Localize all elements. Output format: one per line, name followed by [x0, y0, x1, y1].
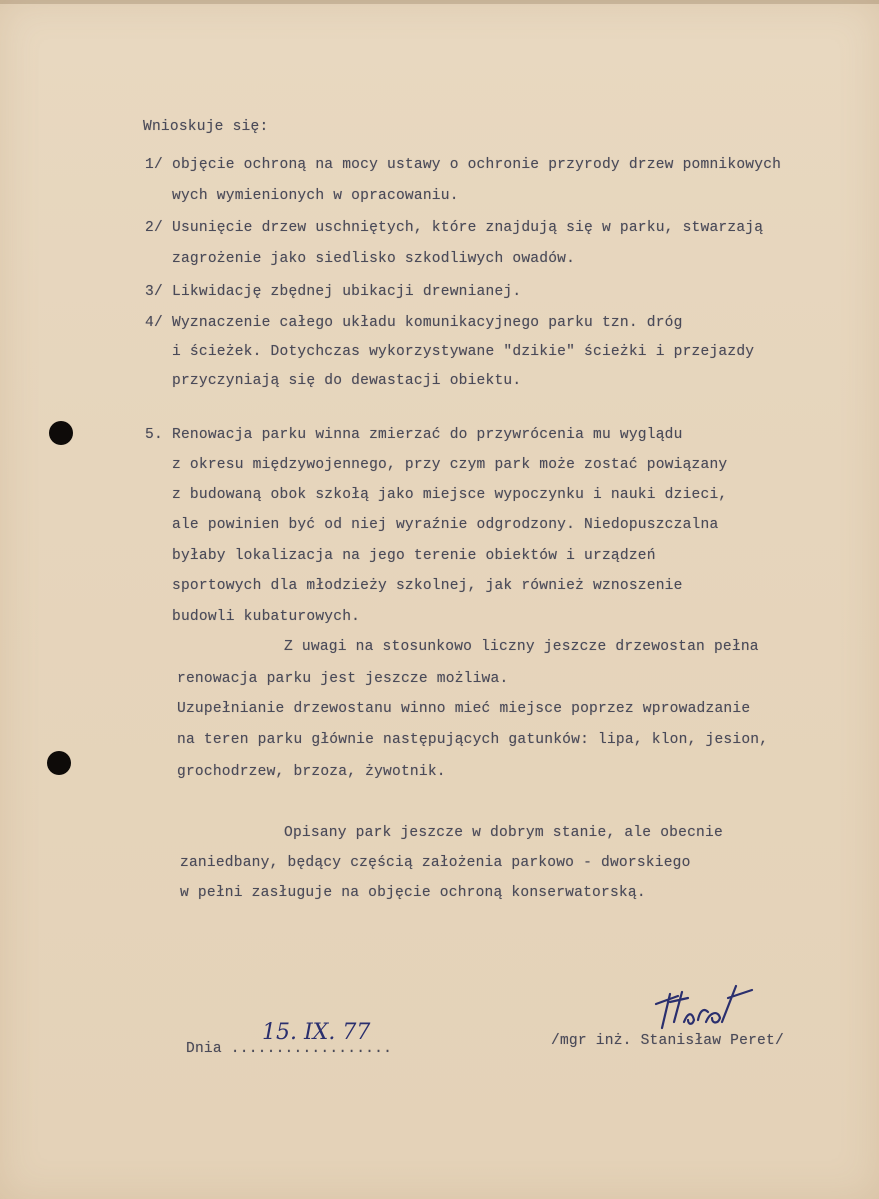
item-4-line-2: i ścieżek. Dotychczas wykorzystywane "dzikie" ścieżki i przejazdy: [172, 344, 755, 360]
paragraph-2-line-1: Opisany park jeszcze w dobrym stanie, ale obecnie: [284, 825, 723, 841]
paragraph-1-line-2: renowacja parku jest jeszcze możliwa.: [177, 671, 509, 687]
item-4-line-3: przyczyniają się do dewastacji obiektu.: [172, 373, 522, 389]
paragraph-1-line-3: Uzupełnianie drzewostanu winno mieć miejsce poprzez wprowadzanie: [177, 701, 751, 717]
heading: Wnioskuje się:: [143, 119, 269, 135]
paragraph-1-line-1: Z uwagi na stosunkowo liczny jeszcze drzewostan pełna: [284, 639, 759, 655]
item-2-number: 2/: [145, 220, 163, 236]
item-5-line-3: z budowaną obok szkołą jako miejsce wypoczynku i nauki dzieci,: [172, 487, 728, 503]
item-3-line-1: Likwidację zbędnej ubikacji drewnianej.: [172, 284, 522, 300]
item-5-line-4: ale powinien być od niej wyraźnie odgrodzony. Niedopuszczalna: [172, 517, 719, 533]
item-5-line-6: sportowych dla młodzieży szkolnej, jak również wznoszenie: [172, 578, 683, 594]
item-2-line-1: Usunięcie drzew uschniętych, które znajdują się w parku, stwarzają: [172, 220, 764, 236]
page-top-edge: [0, 0, 879, 4]
item-5-line-1: Renowacja parku winna zmierzać do przywrócenia mu wyglądu: [172, 427, 683, 443]
item-3-number: 3/: [145, 284, 163, 300]
item-4-number: 4/: [145, 315, 163, 331]
punch-hole-bottom: [47, 751, 71, 775]
item-4-line-1: Wyznaczenie całego układu komunikacyjnego parku tzn. dróg: [172, 315, 683, 331]
date-handwritten: 15. IX. 77: [262, 1020, 371, 1045]
date-label: Dnia ..................: [186, 1041, 393, 1057]
paragraph-1-line-4: na teren parku głównie następujących gatunków: lipa, klon, jesion,: [177, 732, 769, 748]
punch-hole-top: [49, 421, 73, 445]
item-5-line-2: z okresu międzywojennego, przy czym park może zostać powiązany: [172, 457, 728, 473]
item-5-line-7: budowli kubaturowych.: [172, 609, 361, 625]
item-5-line-5: byłaby lokalizacja na jego terenie obiektów i urządzeń: [172, 548, 656, 564]
item-1-line-1: objęcie ochroną na mocy ustawy o ochronie przyrody drzew pomnikowych: [172, 157, 782, 173]
item-1-line-2: wych wymienionych w opracowaniu.: [172, 188, 459, 204]
paragraph-2-line-3: w pełni zasługuje na objęcie ochroną konserwatorską.: [180, 885, 646, 901]
paragraph-1-line-5: grochodrzew, brzoza, żywotnik.: [177, 764, 446, 780]
signature-name: /mgr inż. Stanisław Peret/: [551, 1033, 784, 1049]
item-2-line-2: zagrożenie jako siedlisko szkodliwych owadów.: [172, 251, 576, 267]
item-5-number: 5.: [145, 427, 163, 443]
item-1-number: 1/: [145, 157, 163, 173]
paragraph-2-line-2: zaniedbany, będący częścią założenia parkowo - dworskiego: [180, 855, 691, 871]
